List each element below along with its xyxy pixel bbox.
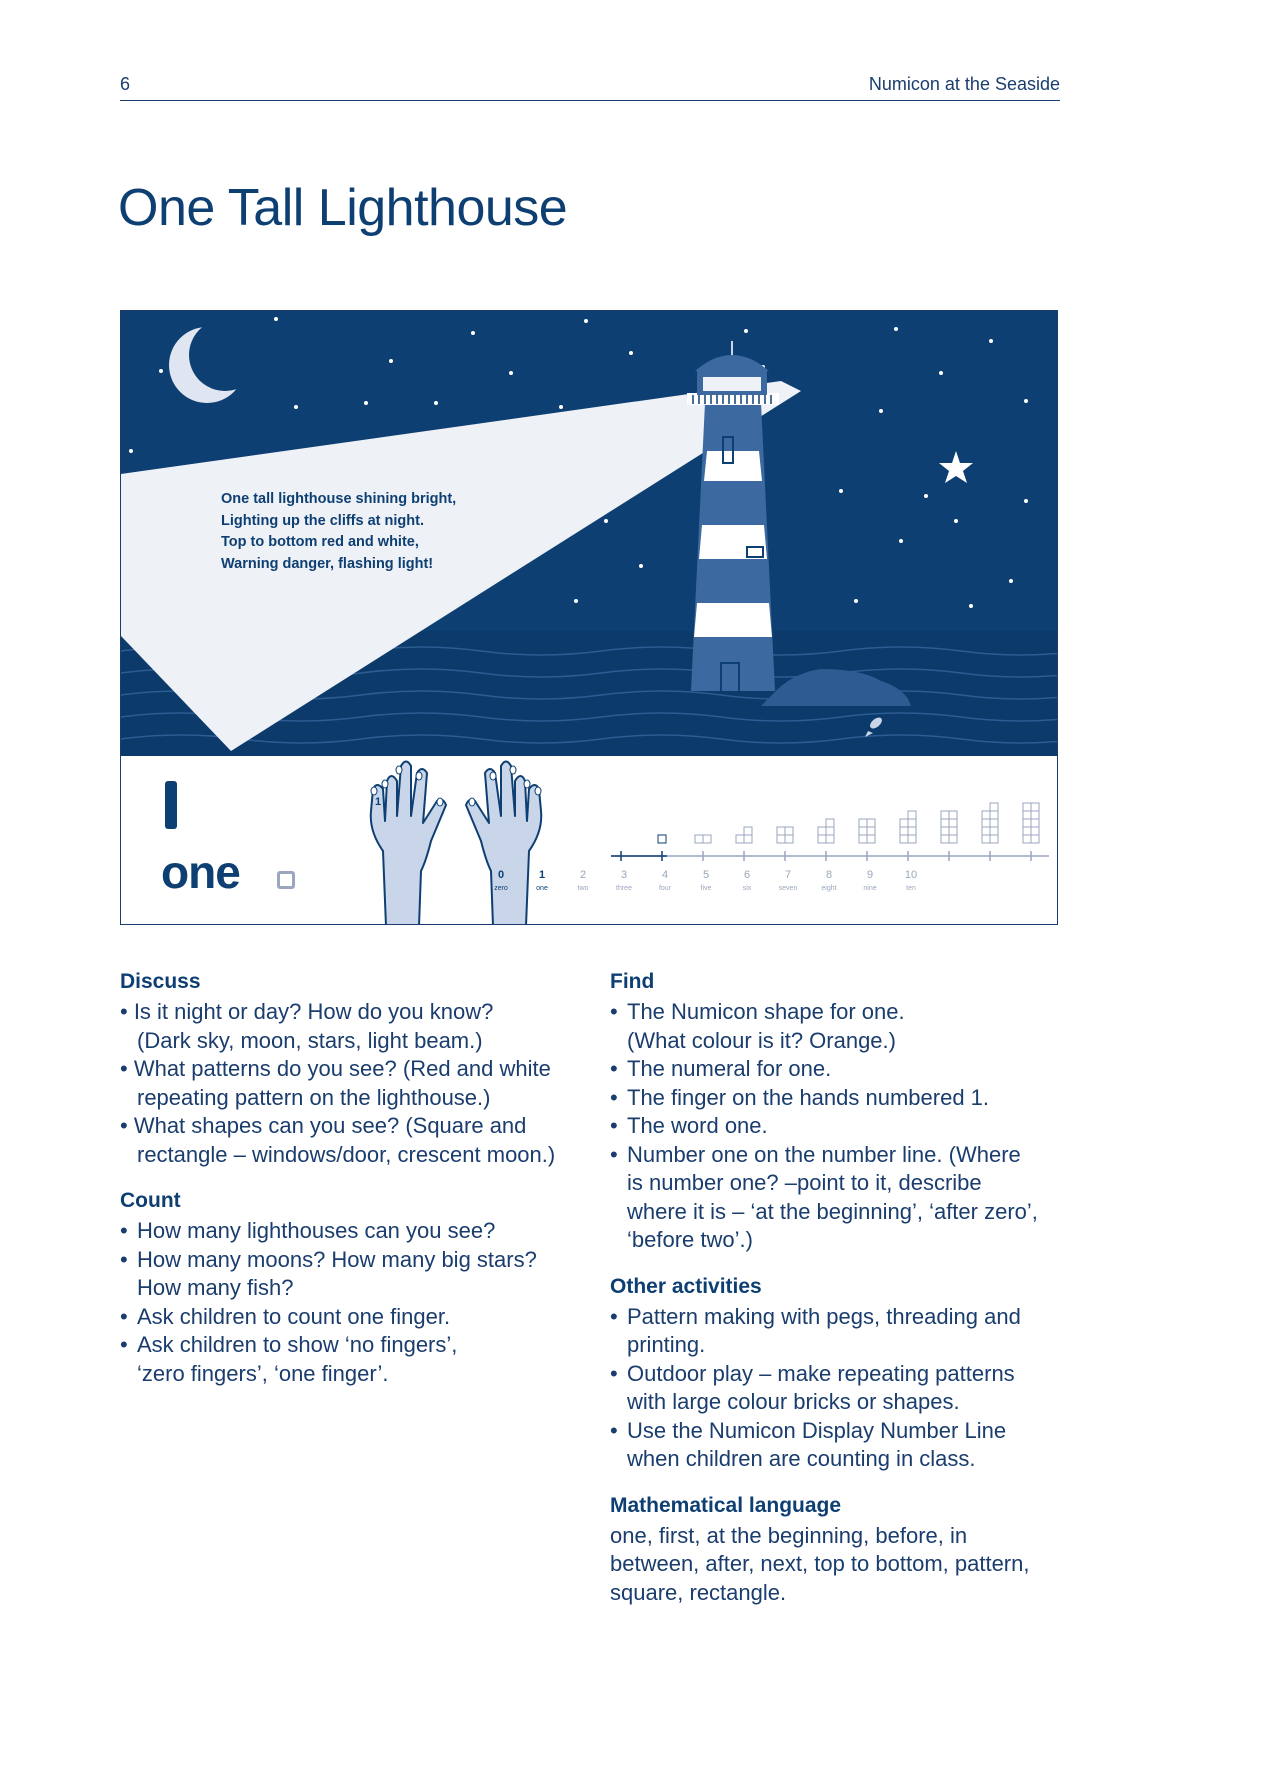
discuss-item <box>120 998 580 1055</box>
find-item-line: is number one? –point to it, describe <box>627 1170 982 1195</box>
count-item <box>120 1246 580 1303</box>
count-heading: Count <box>120 1189 181 1212</box>
other-activities-item <box>610 1303 1070 1360</box>
mathematical-language-heading: Mathematical language <box>610 1493 842 1517</box>
count-list <box>120 1217 580 1388</box>
number-line-label: 4 <box>661 869 669 881</box>
numeral-one-glyph <box>165 781 177 829</box>
number-line-word: four <box>658 885 672 892</box>
discuss-item-line: (Dark sky, moon, stars, light beam.) <box>137 1027 483 1053</box>
find-item <box>610 1141 1070 1255</box>
number-line-label: 3 <box>620 869 628 881</box>
language-line: square, rectangle. <box>610 1579 787 1605</box>
number-line-word: six <box>742 885 752 892</box>
number-line-word: zero <box>494 885 508 892</box>
count-section <box>120 1187 580 1388</box>
page-number: 6 <box>120 74 131 94</box>
other-item-line: with large colour bricks or shapes. <box>627 1389 960 1414</box>
find-item-line: ‘before two’.) <box>627 1227 753 1252</box>
running-title: Numicon at the Seaside <box>868 74 1060 94</box>
number-line-word: seven <box>778 885 798 892</box>
find-item-line: • The Numicon shape for one. <box>627 999 905 1024</box>
number-line-word: two <box>577 885 589 892</box>
other-item-line: when children are counting in class. <box>627 1446 976 1471</box>
find-item <box>610 1055 1070 1084</box>
find-section <box>610 968 1070 1255</box>
discuss-heading: Discuss <box>120 970 201 993</box>
find-item <box>610 1084 1070 1113</box>
find-item <box>610 1112 1070 1141</box>
language-line: between, after, next, top to bottom, pattern, <box>610 1551 1030 1576</box>
count-item <box>120 1217 580 1246</box>
count-item-line: • Ask children to show ‘no fingers’, <box>137 1332 458 1357</box>
discuss-item-line: • Is it night or day? How do you know? <box>120 999 494 1024</box>
right-column <box>610 968 1070 1625</box>
find-list <box>610 998 1070 1255</box>
left-column <box>120 968 580 1406</box>
discuss-list <box>120 998 580 1169</box>
other-item-line: printing. <box>627 1332 706 1357</box>
other-activities-item <box>610 1417 1070 1474</box>
poem-line: Lighting up the cliffs at night. <box>221 512 424 529</box>
number-line-label: 7 <box>784 869 792 881</box>
number-line-label: 5 <box>702 869 710 881</box>
discuss-item-line: rectangle – windows/door, crescent moon.) <box>137 1141 556 1167</box>
other-activities-section <box>610 1273 1070 1474</box>
hand-finger-label: 1 <box>375 796 382 808</box>
other-activities-list <box>610 1303 1070 1474</box>
number-line-word: three <box>616 885 632 892</box>
discuss-item <box>120 1055 580 1112</box>
number-line-word: eight <box>821 885 837 892</box>
number-line-word: ten <box>906 885 916 892</box>
lighthouse-illustration <box>120 310 1058 925</box>
number-line-word: nine <box>863 885 877 892</box>
discuss-item-line: • What patterns do you see? (Red and white <box>120 1056 551 1081</box>
other-activities-heading: Other activities <box>610 1274 762 1298</box>
other-item-line: • Outdoor play – make repeating patterns <box>627 1360 1015 1386</box>
discuss-item <box>120 1112 580 1169</box>
number-line-label: 0 <box>497 869 505 881</box>
other-activities-item <box>610 1360 1070 1417</box>
poem-line: Warning danger, flashing light! <box>221 555 434 572</box>
language-line: one, first, at the beginning, before, in <box>610 1522 968 1548</box>
count-item <box>120 1331 580 1388</box>
find-item-line: • The word one. <box>627 1113 768 1138</box>
poem-line: Top to bottom red and white, <box>221 534 419 550</box>
poem-line: One tall lighthouse shining bright, <box>221 491 457 507</box>
find-item-line: • Number one on the number line. (Where <box>627 1141 1021 1167</box>
discuss-item-line: • What shapes can you see? (Square and <box>120 1113 527 1138</box>
count-item-line: ‘zero fingers’, ‘one finger’. <box>137 1360 389 1386</box>
other-item-line: • Pattern making with pegs, threading and <box>627 1303 1021 1329</box>
number-line-word: five <box>700 885 712 892</box>
other-item-line: • Use the Numicon Display Number Line <box>627 1417 1007 1443</box>
find-item-line: • The numeral for one. <box>627 1056 832 1081</box>
illustration-artwork <box>121 311 1058 925</box>
page-header <box>120 74 1060 101</box>
count-item-line: • How many lighthouses can you see? <box>137 1218 496 1243</box>
number-line-label: 10 <box>904 869 918 881</box>
number-line-label: 2 <box>579 869 587 881</box>
mathematical-language-section <box>610 1492 1070 1608</box>
count-item <box>120 1303 580 1332</box>
find-item-line: where it is – ‘at the beginning’, ‘after zero’, <box>627 1198 1038 1224</box>
find-item-line: (What colour is it? Orange.) <box>627 1027 896 1053</box>
discuss-item-line: repeating pattern on the lighthouse.) <box>137 1084 491 1110</box>
count-item-line: • Ask children to count one finger. <box>137 1303 451 1329</box>
number-line-label: 9 <box>866 869 874 881</box>
numicon-shape-one-icon <box>277 871 295 889</box>
number-line-label: 8 <box>825 869 833 881</box>
page-title: One Tall Lighthouse <box>118 179 568 237</box>
discuss-section <box>120 968 580 1169</box>
find-item <box>610 998 1070 1055</box>
find-item-line: • The finger on the hands numbered 1. <box>627 1084 990 1110</box>
find-heading: Find <box>610 970 655 993</box>
poem-text <box>221 489 456 575</box>
number-word: one <box>161 846 240 898</box>
mathematical-language-text <box>610 1522 1070 1608</box>
count-item-line: How many fish? <box>137 1275 294 1300</box>
number-line-label: 1 <box>538 869 546 881</box>
number-line-word: one <box>536 885 548 892</box>
number-line-label: 6 <box>743 869 751 881</box>
count-item-line: • How many moons? How many big stars? <box>137 1246 537 1272</box>
